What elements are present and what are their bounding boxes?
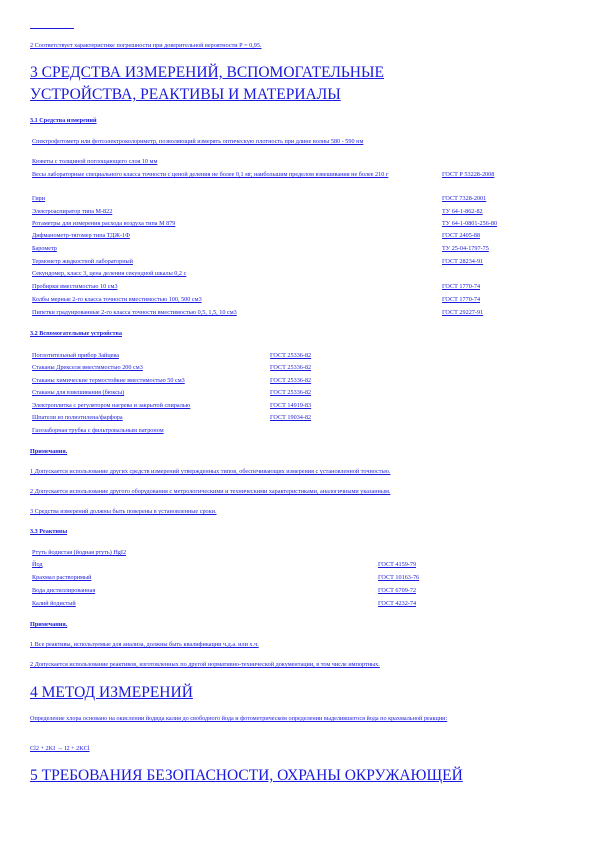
instrument-row (30, 208, 570, 219)
notes-1-title: Примечания. (30, 448, 68, 455)
reagent-standard: ГОСТ 10163-76 (378, 574, 420, 581)
notes-2-title: Примечания. (30, 621, 68, 628)
instrument-standard: ГОСТ 1770-74 (442, 283, 481, 290)
footnote: 2 Соответствует характеристике погрешности при доверительной вероятности Р = 0,95. (30, 42, 262, 49)
instrument-standard: ГОСТ 28234-91 (442, 258, 484, 265)
device-name: Поглотительный прибор Зайцева (32, 352, 119, 359)
device-row (30, 364, 570, 375)
note-paragraph: 1 Допускается использование других средств измерений утвержденных типов, обеспечивающих измерения с установленной точностью. (30, 468, 391, 475)
device-standard: ГОСТ 25336-82 (270, 352, 312, 359)
instrument-row (30, 283, 570, 294)
instrument-name: Секундомер, класс 3, цена деления секундной шкалы 0,2 с (32, 270, 187, 277)
reagent-row (30, 549, 570, 560)
reagent-name: Йод (32, 561, 43, 568)
instrument-row (30, 158, 570, 169)
instrument-row (30, 220, 570, 231)
subsection-3-3-title[interactable]: 3.3 Реактивы (30, 528, 68, 535)
instrument-standard: ГОСТ Р 53228-2008 (442, 171, 495, 178)
instrument-name: Кюветы с толщиной поглощающего слоя 10 мм (32, 158, 158, 165)
note-paragraph: 2 Допускается использование другого оборудования с метрологическими и техническими характеристиками, аналогичными указанным. (30, 488, 391, 495)
instrument-standard: ТУ 64-1-0801-256-80 (442, 220, 498, 227)
device-standard: ГОСТ 25336-82 (270, 389, 312, 396)
instrument-row (30, 138, 570, 149)
device-row (30, 427, 570, 438)
note-paragraph: 1 Все реактивы, используемые для анализа, должны быть квалификации ч.д.а. или х.ч. (30, 641, 259, 648)
footnote-separator (30, 28, 74, 29)
section-3-title-line2[interactable]: УСТРОЙСТВА, РЕАКТИВЫ И МАТЕРИАЛЫ (30, 86, 341, 103)
reagent-name: Крахмал растворимый (32, 574, 92, 581)
device-standard: ГОСТ 14919-83 (270, 402, 312, 409)
section-3-title-line1[interactable]: 3 СРЕДСТВА ИЗМЕРЕНИЙ, ВСПОМОГАТЕЛЬНЫЕ (30, 64, 384, 81)
instrument-standard: ГОСТ 7328-2001 (442, 195, 487, 202)
reagent-name: Ртуть йодистая (йодная ртуть) HgI2 (32, 549, 127, 556)
note-paragraph: 3 Средства измерений должны быть поверены в установленные сроки. (30, 508, 217, 515)
device-row (30, 414, 570, 425)
instrument-standard: ГОСТ 29227-91 (442, 309, 484, 316)
reaction-formula: Cl2 + 2KI → I2 + 2KCl (30, 745, 90, 752)
instrument-name: Пипетки градуированные 2-го класса точности вместимостью 0,5, 1,5, 10 см3 (32, 309, 237, 316)
reagent-row (30, 587, 570, 598)
device-row (30, 377, 570, 388)
instrument-name: Термометр жидкостной лабораторный (32, 258, 133, 265)
instrument-row (30, 270, 570, 281)
reagent-row (30, 574, 570, 585)
device-name: Стаканы для взвешивания (бюксы) (32, 389, 125, 396)
instrument-row (30, 245, 570, 256)
device-name: Стаканы химические термостойкие вместимостью 50 см3 (32, 377, 185, 384)
instrument-name: Колбы мерные 2-го класса точности вместимостью 100, 500 см3 (32, 296, 202, 303)
instrument-standard: ТУ 25-04-1797-75 (442, 245, 489, 252)
instrument-row (30, 195, 570, 206)
device-standard: ГОСТ 25336-82 (270, 377, 312, 384)
reagent-standard: ГОСТ 6709-72 (378, 587, 417, 594)
instrument-name: Пробирки вместимостью 10 см3 (32, 283, 118, 290)
device-row (30, 352, 570, 363)
instrument-row (30, 309, 570, 320)
reagent-row (30, 600, 570, 611)
instrument-row (30, 296, 570, 307)
instrument-standard: ТУ 64-1-862-82 (442, 208, 483, 215)
device-name: Шпатели из полиэтилена/фарфора (32, 414, 123, 421)
device-row (30, 402, 570, 413)
device-name: Газозаборная трубка с фильтровальным патроном (32, 427, 164, 434)
reagent-name: Вода дистиллированная (32, 587, 96, 594)
instrument-row (30, 171, 570, 182)
device-name: Электроплитка с регулятором нагрева и закрытой спиралью (32, 402, 191, 409)
instrument-standard: ГОСТ 1770-74 (442, 296, 481, 303)
note-paragraph: 2 Допускается использование реактивов, изготовленных по другой нормативно-технической документации, в том числе импортных. (30, 661, 380, 668)
reagent-row (30, 561, 570, 572)
reagent-name: Калий йодистый (32, 600, 76, 607)
device-name: Стаканы Дрекселя вместимостью 200 см3 (32, 364, 143, 371)
device-row (30, 389, 570, 400)
instrument-name: Спектрофотометр или фотоэлектроколориметр, позволяющий измерять оптическую плотность при длине волны 580 - 590 нм (32, 138, 364, 145)
instrument-name: Гири (32, 195, 46, 202)
instrument-row (30, 258, 570, 269)
device-standard: ГОСТ 19034-82 (270, 414, 312, 421)
section-4-title[interactable]: 4 МЕТОД ИЗМЕРЕНИЙ (30, 684, 193, 701)
method-description: Определение хлора основано на окислении йодида калия до свободного йода и фотометрическом определении выделившегося йода по крахмальной реакции: (30, 715, 448, 722)
subsection-3-2-title[interactable]: 3.2 Вспомогательные устройства (30, 330, 122, 337)
section-5-title[interactable]: 5 ТРЕБОВАНИЯ БЕЗОПАСНОСТИ, ОХРАНЫ ОКРУЖАЮЩЕЙ (30, 767, 463, 784)
instrument-name: Ротаметры для измерения расхода воздуха типа М 879 (32, 220, 176, 227)
instrument-name: Барометр (32, 245, 57, 252)
subsection-3-1-title[interactable]: 3.1 Средства измерений (30, 117, 97, 124)
reagent-standard: ГОСТ 4159-79 (378, 561, 417, 568)
instrument-name: Дифманометр-тягомер типа ТДЖ-1Ф (32, 232, 130, 239)
device-standard: ГОСТ 25336-82 (270, 364, 312, 371)
instrument-standard: ГОСТ 2405-88 (442, 232, 481, 239)
instrument-name: Весы лабораторные специального класса точности с ценой деления не более 0,1 мг, наибольшим пределом взвешивания не более 210 г (32, 171, 389, 178)
instrument-row (30, 232, 570, 243)
instrument-name: Электроаспиратор типа М-822 (32, 208, 113, 215)
reagent-standard: ГОСТ 4232-74 (378, 600, 417, 607)
